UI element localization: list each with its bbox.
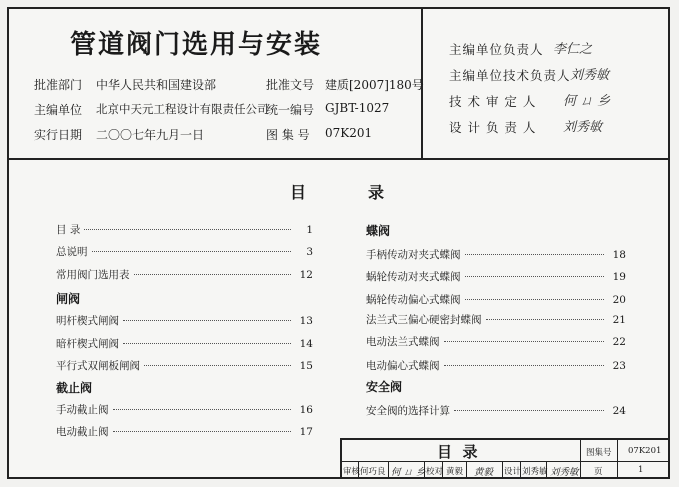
title-block-vline bbox=[502, 461, 503, 479]
toc-item[interactable] bbox=[366, 247, 626, 262]
toc-section-safety-valve: 安全阀 bbox=[366, 380, 403, 394]
toc-item[interactable] bbox=[366, 334, 626, 349]
toc-item[interactable] bbox=[56, 402, 313, 417]
toc-item[interactable] bbox=[56, 313, 313, 328]
design-head-signature: 刘秀敏 bbox=[563, 120, 603, 135]
toc-item-label: 目 录 bbox=[56, 224, 81, 236]
toc-section-gate-valve: 闸阀 bbox=[56, 292, 81, 306]
chief-tech-head-signature: 刘秀敏 bbox=[570, 68, 610, 83]
leader-dots bbox=[465, 276, 605, 277]
toc-item[interactable] bbox=[366, 269, 626, 284]
header-divider bbox=[7, 158, 670, 160]
unified-number-value: GJBT-1027 bbox=[325, 101, 390, 115]
atlas-title: 管道阀门选用与安装 bbox=[70, 30, 323, 60]
design-name: 刘秀敏 bbox=[522, 467, 548, 477]
toc-section-globe-valve: 截止阀 bbox=[56, 381, 93, 395]
atlas-no-label: 图集号 bbox=[586, 448, 612, 458]
leader-dots bbox=[465, 254, 605, 255]
editor-unit-value: 北京中天元工程设计有限责任公司 bbox=[96, 102, 269, 116]
toc-item-page: 23 bbox=[612, 360, 626, 372]
atlas-number-value: 07K201 bbox=[325, 126, 373, 140]
leader-dots bbox=[92, 251, 292, 252]
title-block-vline bbox=[388, 461, 389, 479]
leader-dots bbox=[486, 319, 605, 320]
leader-dots bbox=[113, 409, 292, 410]
leader-dots bbox=[84, 229, 291, 230]
toc-item[interactable] bbox=[56, 244, 313, 259]
design-signature: 刘秀敏 bbox=[550, 467, 579, 478]
chief-tech-head-label: 主编单位技术负责人 bbox=[449, 68, 571, 83]
toc-item[interactable] bbox=[56, 358, 313, 373]
toc-item-page: 18 bbox=[612, 249, 626, 261]
toc-item-page: 16 bbox=[299, 404, 313, 416]
toc-item-page: 20 bbox=[612, 294, 626, 306]
toc-item-page: 17 bbox=[299, 426, 313, 438]
toc-item-label: 蜗轮传动对夹式蝶阀 bbox=[366, 271, 461, 283]
title-block-title: 目 录 bbox=[437, 443, 478, 461]
atlas-no-value: 07K201 bbox=[628, 446, 662, 456]
approval-doc-label: 批准文号 bbox=[266, 78, 315, 92]
leader-dots bbox=[444, 341, 605, 342]
toc-item-page: 15 bbox=[299, 360, 313, 372]
toc-item-page: 12 bbox=[299, 269, 313, 281]
atlas-number-label: 图 集 号 bbox=[266, 128, 310, 142]
toc-item[interactable] bbox=[56, 222, 313, 237]
toc-section-butterfly-valve: 蝶阀 bbox=[366, 224, 391, 238]
toc-item-page: 1 bbox=[306, 224, 313, 236]
leader-dots bbox=[144, 365, 291, 366]
title-block-vline bbox=[617, 440, 618, 479]
toc-item-label: 常用阀门选用表 bbox=[56, 269, 130, 281]
tech-reviewer-label: 技 术 审 定 人 bbox=[449, 94, 537, 109]
toc-heading-mu: 目 bbox=[290, 183, 307, 202]
title-block-vline bbox=[466, 461, 467, 479]
page-value: 1 bbox=[638, 465, 644, 475]
toc-heading-lu: 录 bbox=[368, 183, 385, 202]
check-name: 黄毅 bbox=[446, 467, 464, 477]
toc-item-label: 手柄传动对夹式蝶阀 bbox=[366, 249, 461, 261]
toc-item-label: 安全阀的选择计算 bbox=[366, 405, 450, 417]
check-label: 校对 bbox=[426, 467, 444, 477]
toc-item[interactable] bbox=[366, 403, 626, 418]
toc-item-label: 平行式双闸板闸阀 bbox=[56, 360, 140, 372]
design-head-label: 设 计 负 责 人 bbox=[449, 120, 537, 135]
chief-unit-head-label: 主编单位负责人 bbox=[449, 42, 544, 57]
toc-item[interactable] bbox=[366, 358, 626, 373]
toc-item-label: 手动截止阀 bbox=[56, 404, 109, 416]
title-block bbox=[340, 438, 670, 479]
leader-dots bbox=[113, 431, 292, 432]
editor-unit-label: 主编单位 bbox=[34, 103, 83, 117]
toc-item-page: 13 bbox=[299, 315, 313, 327]
chief-unit-head-signature: 李仁之 bbox=[553, 42, 593, 57]
review-signature: 何 ㄩ 乡 bbox=[391, 467, 426, 478]
toc-item-page: 19 bbox=[612, 271, 626, 283]
leader-dots bbox=[444, 365, 605, 366]
toc-item[interactable] bbox=[56, 267, 313, 282]
toc-item-page: 14 bbox=[299, 338, 313, 350]
approval-dept-label: 批准部门 bbox=[34, 78, 83, 92]
title-block-vline bbox=[580, 440, 581, 479]
toc-item-page: 22 bbox=[612, 336, 626, 348]
page-label: 页 bbox=[594, 467, 603, 477]
toc-item-label: 法兰式三偏心硬密封蝶阀 bbox=[366, 314, 482, 326]
toc-item-page: 3 bbox=[306, 246, 313, 258]
toc-item-label: 电动偏心式蝶阀 bbox=[366, 360, 440, 372]
toc-item-label: 总说明 bbox=[56, 246, 88, 258]
toc-item-label: 电动法兰式蝶阀 bbox=[366, 336, 440, 348]
leader-dots bbox=[454, 410, 604, 411]
toc-item[interactable] bbox=[56, 336, 313, 351]
effective-date-label: 实行日期 bbox=[34, 128, 83, 142]
toc-item-label: 蜗轮传动偏心式蝶阀 bbox=[366, 294, 461, 306]
toc-item-label: 明杆楔式闸阀 bbox=[56, 315, 119, 327]
leader-dots bbox=[465, 299, 605, 300]
review-label: 审核 bbox=[343, 467, 361, 477]
unified-number-label: 统一编号 bbox=[266, 103, 315, 117]
check-signature: 黄毅 bbox=[474, 467, 494, 478]
tech-reviewer-signature: 何 ㄩ 乡 bbox=[563, 94, 611, 109]
review-name: 何巧良 bbox=[360, 467, 386, 477]
leader-dots bbox=[123, 343, 291, 344]
approval-doc-value: 建质[2007]180号 bbox=[325, 78, 424, 92]
approval-dept-value: 中华人民共和国建设部 bbox=[96, 78, 217, 92]
toc-item-page: 21 bbox=[612, 314, 626, 326]
toc-item[interactable] bbox=[366, 312, 626, 327]
leader-dots bbox=[134, 274, 292, 275]
effective-date-value: 二〇〇七年九月一日 bbox=[96, 128, 205, 142]
toc-item[interactable] bbox=[366, 292, 626, 307]
toc-item-label: 暗杆楔式闸阀 bbox=[56, 338, 119, 350]
design-label: 设计 bbox=[504, 467, 522, 477]
toc-item-page: 24 bbox=[612, 405, 626, 417]
toc-item[interactable] bbox=[56, 424, 313, 439]
title-block-divider bbox=[342, 461, 670, 462]
leader-dots bbox=[123, 320, 291, 321]
toc-item-label: 电动截止阀 bbox=[56, 426, 109, 438]
